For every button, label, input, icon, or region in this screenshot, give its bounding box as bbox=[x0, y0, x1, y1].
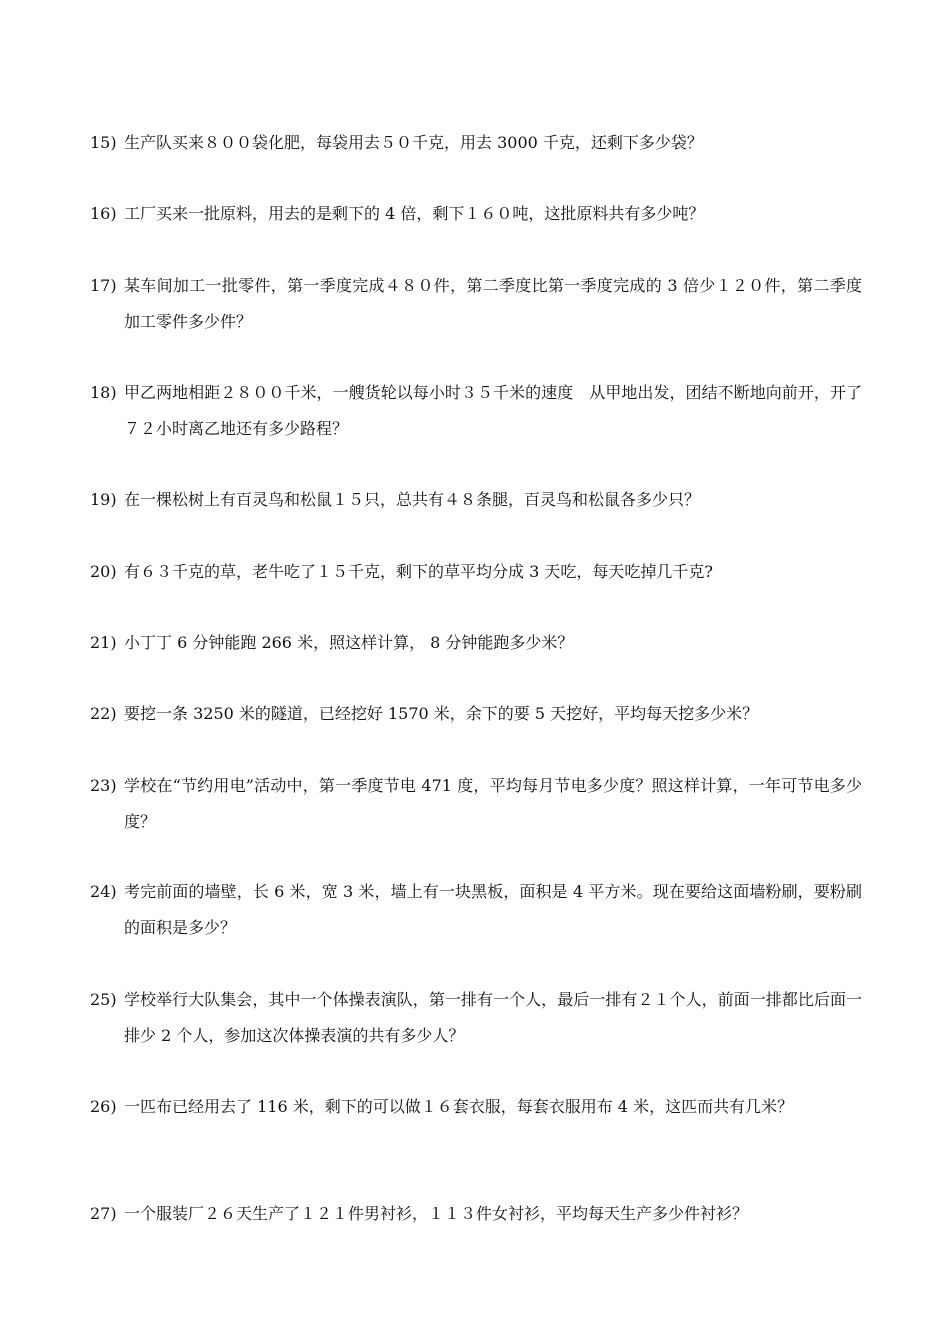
problem-text: 在一棵松树上有百灵鸟和松鼠１５只，总共有４８条腿，百灵鸟和松鼠各多少只？ bbox=[124, 490, 701, 509]
problem-number: 25) bbox=[90, 990, 117, 1009]
problem-22 bbox=[90, 696, 862, 732]
problem-21 bbox=[90, 625, 862, 661]
problem-number: 20) bbox=[90, 562, 117, 581]
problem-24 bbox=[90, 874, 862, 946]
problem-text: 学校在“节约用电”活动中，第一季度节电 471 度，平均每月节电多少度？照这样计算，一年可节电多少度？ bbox=[124, 776, 862, 831]
problem-26 bbox=[90, 1089, 862, 1125]
problem-15 bbox=[90, 125, 862, 161]
problem-number: 27) bbox=[90, 1204, 117, 1223]
problem-27 bbox=[90, 1196, 862, 1232]
problem-number: 21) bbox=[90, 633, 117, 652]
problem-number: 22) bbox=[90, 704, 117, 723]
problem-number: 16) bbox=[90, 204, 117, 223]
problem-text: 小丁丁 6 分钟能跑 266 米，照这样计算， 8 分钟能跑多少米？ bbox=[124, 633, 574, 652]
problem-text: 甲乙两地相距２８００千米，一艘货轮以每小时３５千米的速度 从甲地出发，团结不断地向前开，开了７２小时离乙地还有多少路程？ bbox=[124, 383, 862, 438]
problem-text: 学校举行大队集会，其中一个体操表演队，第一排有一个人，最后一排有２１个人，前面一排都比后面一排少 2 个人，参加这次体操表演的共有多少人？ bbox=[124, 990, 862, 1045]
problem-23 bbox=[90, 768, 862, 840]
problem-17 bbox=[90, 268, 862, 340]
problem-text: 考完前面的墙壁，长 6 米，宽 3 米，墙上有一块黑板，面积是 4 平方米。现在要给这面墙粉刷，要粉刷的面积是多少？ bbox=[124, 882, 862, 937]
problem-number: 19) bbox=[90, 490, 117, 509]
problem-16 bbox=[90, 196, 862, 232]
problem-text: 工厂买来一批原料，用去的是剩下的 4 倍，剩下１６０吨，这批原料共有多少吨？ bbox=[124, 204, 705, 223]
problem-19 bbox=[90, 482, 862, 518]
problem-text: 一个服装厂２６天生产了１２１件男衬衫，１１３件女衬衫，平均每天生产多少件衬衫？ bbox=[124, 1204, 749, 1223]
problem-number: 23) bbox=[90, 776, 117, 795]
problem-text: 要挖一条 3250 米的隧道，已经挖好 1570 米，余下的要 5 天挖好，平均每天挖多少米？ bbox=[124, 704, 759, 723]
problem-number: 17) bbox=[90, 276, 117, 295]
problem-20 bbox=[90, 554, 862, 590]
problem-text: 某车间加工一批零件，第一季度完成４８０件，第二季度比第一季度完成的 3 倍少１２０件，第二季度加工零件多少件？ bbox=[124, 276, 862, 331]
problem-25 bbox=[90, 982, 862, 1054]
problem-number: 26) bbox=[90, 1097, 117, 1116]
problem-text: 一匹布已经用去了 116 米，剩下的可以做１６套衣服，每套衣服用布 4 米，这匹而共有几米？ bbox=[124, 1097, 794, 1116]
problem-text: 生产队买来８００袋化肥，每袋用去５０千克，用去 3000 千克，还剩下多少袋？ bbox=[124, 133, 703, 152]
problem-18 bbox=[90, 375, 862, 447]
problem-number: 15) bbox=[90, 133, 117, 152]
problem-number: 24) bbox=[90, 882, 117, 901]
problem-text: 有６３千克的草，老牛吃了１５千克，剩下的草平均分成 3 天吃，每天吃掉几千克? bbox=[124, 562, 713, 581]
problem-number: 18) bbox=[90, 383, 117, 402]
